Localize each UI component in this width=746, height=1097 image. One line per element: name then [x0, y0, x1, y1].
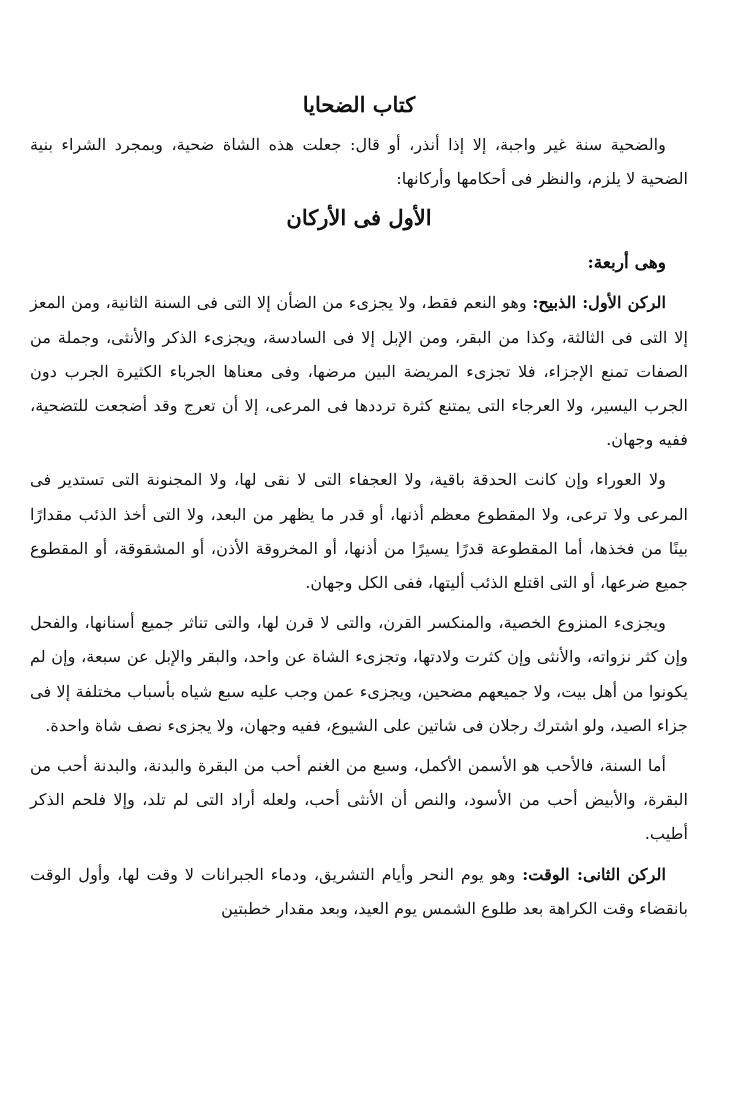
blemish-paragraph: ولا العوراء وإن كانت الحدقة باقية، ولا العجفاء التى لا نقى لها، ولا المجنونة التى تستدير فى المرعى ولا ترعى، ولا المقطوع معظم أذنها، أو قدر ما يظهر من البعد، ولا التى أخذ الذئب مقدارًا بينًا من فخذها، أما المقطوعة قدرًا يسيرًا من أذنها، أو المخروقة الأذن، أو المشقوقة، أو المقطوع جميع ضرعها، أو التى اقتلع الذئب أليتها، ففى الكل وجهان.: [30, 470, 688, 593]
pillar-one-heading: الركن الأول: الذبيح:: [532, 293, 666, 313]
pillar-two-paragraph: [30, 858, 688, 926]
document-page: [30, 92, 688, 926]
sunnah-paragraph: أما السنة، فالأحب هو الأسمن الأكمل، وسبع من الغنم أحب من البقرة والبدنة، والبدنة أحب من البقرة، والأبيض أحب من الأسود، والنص أن الأنثى أحب، ولعله أراد التى لم تلد، وإلا فلحم الذكر أطيب.: [30, 756, 688, 844]
pillar-one-paragraph: [30, 286, 688, 457]
pillar-two-heading: الركن الثانى: الوقت:: [522, 864, 666, 884]
pillar-two-text: وهو يوم النحر وأيام التشريق، ودماء الجبرانات لا وقت لها، وأول الوقت بانقضاء وقت الكراهة بعد طلوع الشمس يوم العيد، وبعد مقدار خطبتين: [30, 864, 688, 918]
chapter-title: كتاب الضحايا: [302, 92, 416, 117]
allowed-paragraph: ويجزىء المنزوع الخصية، والمنكسر القرن، والتى لا قرن لها، والتى تناثر جميع أسنانها، والفحل وإن كثر نزواته، والأنثى وإن كثرت ولادتها، وتجزىء الشاة عن واحد، والبقر والإبل عن سبعة، وإن لم يكونوا من أهل بيت، ولا جميعهم مضحين، ويجزىء عمن وجب عليه سبع شياه بأسباب مختلفة إلا فى جزاء الصيد، ولو اشترك رجلان فى شاتين على الشيوع، ففيه وجهان، ولا يجزىء نصف شاة واحدة.: [30, 613, 688, 735]
pillar-one-text: وهو النعم فقط، ولا يجزىء من الضأن إلا التى فى السنة الثانية، ومن المعز إلا التى فى الثالثة، وكذا من البقر، ومن الإبل إلا فى السادسة، ويجزىء الذكر والأنثى، وجملة من الصفات تمنع الإجزاء، فلا تجزىء المريضة البين مرضها، وفى معناها الجرباء الكثيرة الجرب دون الجرب اليسير، ولا العرجاء التى يمتنع كثرة ترددها فى المرعى، إلا أن تعرج وقد أضجعت للتضحية، ففيه وجهان.: [30, 293, 688, 450]
intro-paragraph: والضحية سنة غير واجبة، إلا إذا أنذر، أو قال: جعلت هذه الشاة ضحية، وبمجرد الشراء بنية الضحية لا يلزم، والنظر فى أحكامها وأركانها:: [30, 135, 688, 189]
section-heading: الأول فى الأركان: [286, 205, 432, 231]
section-intro: وهى أربعة:: [587, 253, 666, 274]
